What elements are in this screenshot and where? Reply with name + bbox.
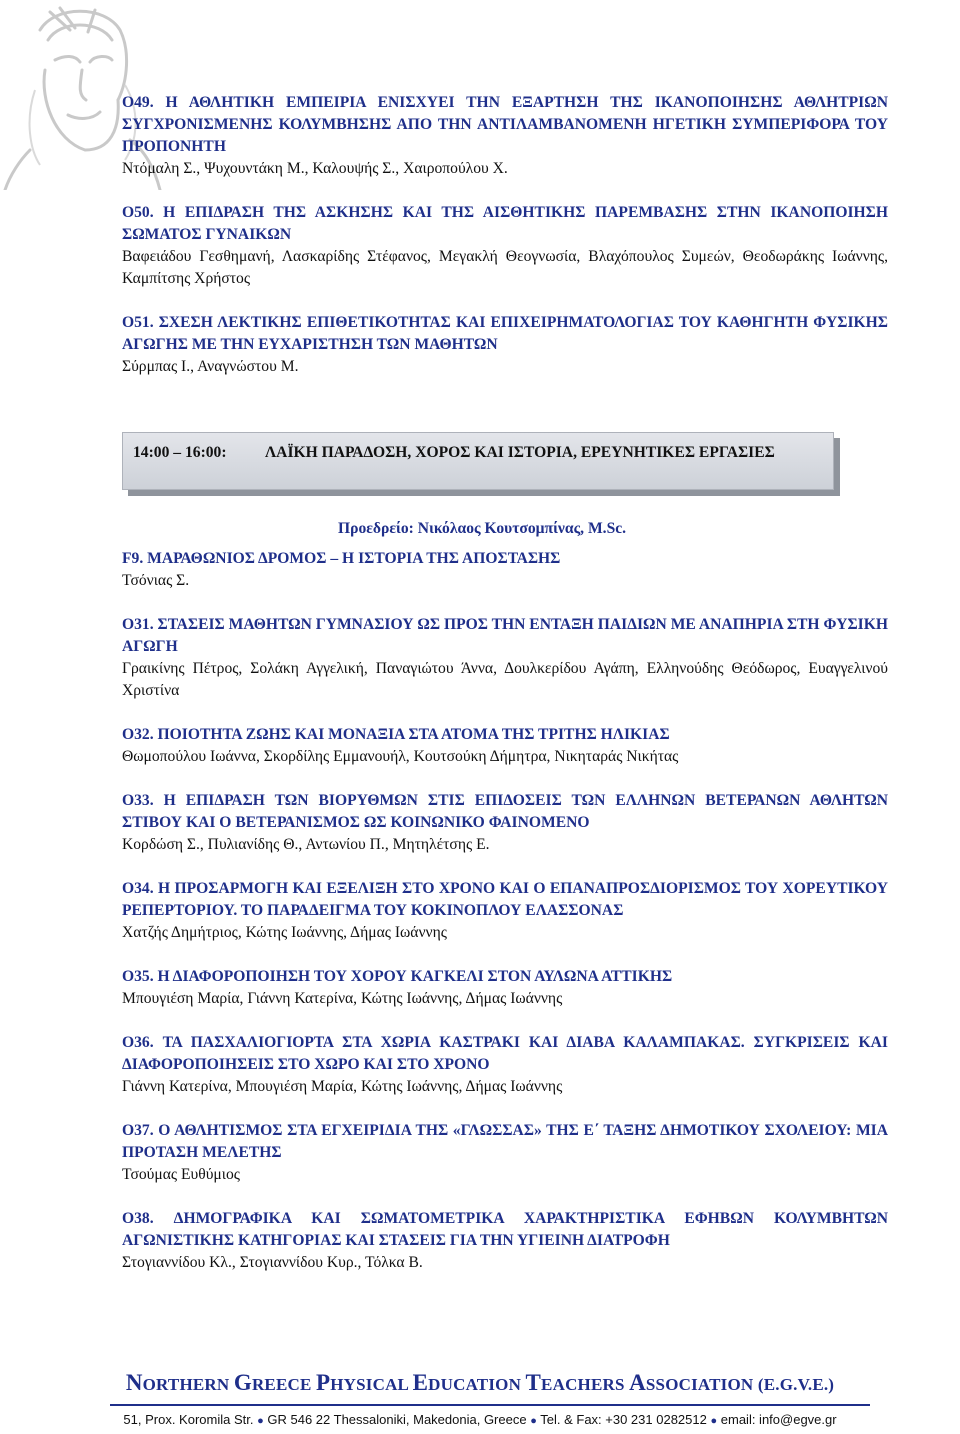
abstract-title: O50. Η ΕΠΙΔΡΑΣΗ ΤΗΣ ΑΣΚΗΣΗΣ ΚΑΙ ΤΗΣ ΑΙΣΘΗΤΙΚΗΣ ΠΑΡΕΜΒΑΣΗΣ ΣΤΗΝ ΙΚΑΝΟΠΟΙΗΣΗ ΣΩΜΑΤΟΣ ΓΥΝΑΙΚΩΝ — [122, 204, 888, 243]
footer-divider — [110, 1404, 870, 1406]
org-initial: T — [525, 1370, 542, 1395]
footer-email[interactable]: email: info@egve.gr — [720, 1412, 837, 1427]
abstract-title: O35. Η ΔΙΑΦΟΡΟΠΟΙΗΣΗ ΤΟΥ ΧΟΡΟΥ ΚΑΓΚΕΛΙ ΣΤΟΝ ΑΥΛΩΝΑ ΑΤΤΙΚΗΣ — [122, 968, 673, 985]
abstract-entry — [122, 724, 888, 768]
footer-phone: Tel. & Fax: +30 231 0282512 — [540, 1412, 707, 1427]
org-initial: N — [125, 1370, 143, 1395]
abstract-authors: Χατζής Δημήτριος, Κώτης Ιωάννης, Δήμας Ιωάννης — [122, 924, 447, 941]
abstract-authors: Τσούμας Ευθύμιος — [122, 1166, 240, 1183]
org-initial: E — [412, 1370, 429, 1395]
org-word-rest: EACHERS — [541, 1375, 630, 1394]
abstract-entry — [122, 548, 888, 592]
org-word-rest: DUCATION — [428, 1375, 526, 1394]
bullet-dot-icon: ● — [530, 1415, 537, 1427]
abstract-entry — [122, 966, 888, 1010]
org-initial: G — [233, 1370, 252, 1395]
session-name: ΛΑΪΚΗ ΠΑΡΑΔΟΣΗ, ΧΟΡΟΣ ΚΑΙ ΙΣΤΟΡΙΑ, ΕΡΕΥΝΗΤΙΚΕΣ ΕΡΓΑΣΙΕΣ — [265, 444, 775, 461]
session-header-box — [122, 432, 834, 490]
footer-postal: GR 546 22 Thessaloniki, Makedonia, Greece — [267, 1412, 527, 1427]
footer-organization-name — [0, 1370, 960, 1396]
abstract-title: O34. Η ΠΡΟΣΑΡΜΟΓΗ ΚΑΙ ΕΞΕΛΙΞΗ ΣΤΟ ΧΡΟΝΟ ΚΑΙ Ο ΕΠΑΝΑΠΡΟΣΔΙΟΡΙΣΜΟΣ ΤΟΥ ΧΟΡΕΥΤΙΚΟΥ ΡΕΠΕΡΤΟΡΙΟΥ. ΤΟ ΠΑΡΑΔΕΙΓΜΑ ΤΟΥ ΚΟΚΙΝΟΠΛΟΥ ΕΛΑΣΣΟΝΑΣ — [122, 880, 888, 919]
abstract-entry — [122, 878, 888, 944]
bullet-dot-icon: ● — [257, 1415, 264, 1427]
abstract-authors: Θωμοπούλου Ιωάννα, Σκορδίλης Εμμανουήλ, Κουτσούκη Δήμητρα, Νικηταράς Νικήτας — [122, 748, 679, 765]
org-word-rest: ORTHERN — [142, 1375, 234, 1394]
abstract-title: O32. ΠΟΙΟΤΗΤΑ ΖΩΗΣ ΚΑΙ ΜΟΝΑΞΙΑ ΣΤΑ ΑΤΟΜΑ ΤΗΣ ΤΡΙΤΗΣ ΗΛΙΚΙΑΣ — [122, 726, 670, 743]
org-initial: P — [315, 1370, 331, 1395]
abstract-title: O33. Η ΕΠΙΔΡΑΣΗ ΤΩΝ ΒΙΟΡΥΘΜΩΝ ΣΤΙΣ ΕΠΙΔΟΣΕΙΣ ΤΩΝ ΕΛΛΗΝΩΝ ΒΕΤΕΡΑΝΩΝ ΑΘΛΗΤΩΝ ΣΤΙΒΟΥ ΚΑΙ Ο ΒΕΤΕΡΑΝΙΣΜΟΣ ΩΣ ΚΟΙΝΩΝΙΚΟ ΦΑΙΝΟΜΕΝΟ — [122, 792, 888, 831]
abstract-entry — [122, 1208, 888, 1274]
org-abbreviation: (E.G.V.E.) — [757, 1375, 835, 1394]
abstract-authors: Ντόμαλη Σ., Ψυχουντάκη Μ., Καλουψής Σ., Χαιροπούλου Χ. — [122, 160, 508, 177]
abstract-authors: Γιάννη Κατερίνα, Μπουγιέση Μαρία, Κώτης Ιωάννης, Δήμας Ιωάννης — [122, 1078, 563, 1095]
abstract-authors: Τσόνιας Σ. — [122, 572, 190, 589]
abstract-authors: Σύρμπας Ι., Αναγνώστου Μ. — [122, 358, 299, 375]
bullet-dot-icon: ● — [710, 1415, 718, 1427]
abstract-entry — [122, 790, 888, 856]
abstract-authors: Μπουγιέση Μαρία, Γιάννη Κατερίνα, Κώτης Ιωάννης, Δήμας Ιωάννης — [122, 990, 563, 1007]
session-time: 14:00 – 16:00: — [133, 444, 227, 461]
abstract-entry — [122, 1032, 888, 1098]
abstract-title: O31. ΣΤΑΣΕΙΣ ΜΑΘΗΤΩΝ ΓΥΜΝΑΣΙΟΥ ΩΣ ΠΡΟΣ ΤΗΝ ΕΝΤΑΞΗ ΠΑΙΔΙΩΝ ΜΕ ΑΝΑΠΗΡΙΑ ΣΤΗ ΦΥΣΙΚΗ ΑΓΩΓΗ — [122, 616, 888, 655]
abstract-entry — [122, 614, 888, 702]
footer-address: 51, Prox. Koromila Str. — [123, 1412, 254, 1427]
abstract-title: O36. ΤΑ ΠΑΣΧΑΛΙΟΓΙΟΡΤΑ ΣΤΑ ΧΩΡΙΑ ΚΑΣΤΡΑΚΙ ΚΑΙ ΔΙΑΒΑ ΚΑΛΑΜΠΑΚΑΣ. ΣΥΓΚΡΙΣΕΙΣ ΚΑΙ ΔΙΑΦΟΡΟΠΟΙΗΣΕΙΣ ΣΤΟ ΧΩΡΟ ΚΑΙ ΣΤΟ ΧΡΟΝΟ — [122, 1034, 888, 1073]
abstract-title: O38. ΔΗΜΟΓΡΑΦΙΚΑ ΚΑΙ ΣΩΜΑΤΟΜΕΤΡΙΚΑ ΧΑΡΑΚΤΗΡΙΣΤΙΚΑ ΕΦΗΒΩΝ ΚΟΛΥΜΒΗΤΩΝ ΑΓΩΝΙΣΤΙΚΗΣ ΚΑΤΗΓΟΡΙΑΣ ΚΑΙ ΣΤΑΣΕΙΣ ΓΙΑ ΤΗΝ ΥΓΙΕΙΝΗ ΔΙΑΤΡΟΦΗ — [122, 1210, 888, 1249]
abstract-title: F9. ΜΑΡΑΘΩΝΙΟΣ ΔΡΟΜΟΣ – Η ΙΣΤΟΡΙΑ ΤΗΣ ΑΠΟΣΤΑΣΗΣ — [122, 550, 561, 567]
org-word-rest: HYSICAL — [330, 1375, 413, 1394]
org-initial: A — [629, 1370, 646, 1395]
abstract-entry — [122, 202, 888, 290]
footer-contact — [0, 1412, 960, 1427]
abstract-authors: Γραικίνης Πέτρος, Σολάκη Αγγελική, Παναγιώτου Άννα, Δουλκερίδου Αγάπη, Ελληνούδης Θεόδωρος, Ευαγγελινού Χριστίνα — [122, 660, 888, 699]
abstract-authors: Βαφειάδου Γεσθημανή, Λασκαρίδης Στέφανος, Μεγακλή Θεογνωσία, Βλαχόπουλος Συμεών, Θεοδωράκης Ιωάννης, Καμπίτσης Χρήστος — [122, 248, 888, 287]
abstract-title: O49. Η ΑΘΛΗΤΙΚΗ ΕΜΠΕΙΡΙΑ ΕΝΙΣΧΥΕΙ ΤΗΝ ΕΞΑΡΤΗΣΗ ΤΗΣ ΙΚΑΝΟΠΟΙΗΣΗΣ ΑΘΛΗΤΡΙΩΝ ΣΥΓΧΡΟΝΙΣΜΕΝΗΣ ΚΟΛΥΜΒΗΣΗΣ ΑΠΟ ΤΗΝ ΑΝΤΙΛΑΜΒΑΝΟΜΕΝΗ ΗΓΕΤΙΚΗ ΣΥΜΠΕΡΙΦΟΡΑ ΤΟΥ ΠΡΟΠΟΝΗΤΗ — [122, 94, 888, 155]
abstract-authors: Στογιαννίδου Κλ., Στογιαννίδου Κυρ., Τόλκα Β. — [122, 1254, 423, 1271]
abstract-entry — [122, 1120, 888, 1186]
org-word-rest: REECE — [251, 1375, 316, 1394]
abstract-entry — [122, 312, 888, 378]
program-content — [122, 92, 888, 1274]
abstract-title: O37. Ο ΑΘΛΗΤΙΣΜΟΣ ΣΤΑ ΕΓΧΕΙΡΙΔΙΑ ΤΗΣ «ΓΛΩΣΣΑΣ» ΤΗΣ Ε΄ ΤΑΞΗΣ ΔΗΜΟΤΙΚΟΥ ΣΧΟΛΕΙΟΥ: ΜΙΑ ΠΡΟΤΑΣΗ ΜΕΛΕΤΗΣ — [122, 1122, 888, 1161]
org-word-rest: SSOCIATION — [645, 1375, 758, 1394]
abstract-title: O51. ΣΧΕΣΗ ΛΕΚΤΙΚΗΣ ΕΠΙΘΕΤΙΚΟΤΗΤΑΣ ΚΑΙ ΕΠΙΧΕΙΡΗΜΑΤΟΛΟΓΙΑΣ ΤΟΥ ΚΑΘΗΓΗΤΗ ΦΥΣΙΚΗΣ ΑΓΩΓΗΣ ΜΕ ΤΗΝ ΕΥΧΑΡΙΣΤΗΣΗ ΤΩΝ ΜΑΘΗΤΩΝ — [122, 314, 888, 353]
abstract-authors: Κορδώση Σ., Πυλιανίδης Θ., Αντωνίου Π., Μητηλέτσης Ε. — [122, 836, 490, 853]
session-chair: Προεδρείο: Νικόλαος Κουτσομπίνας, M.Sc. — [338, 520, 627, 537]
abstract-entry — [122, 92, 888, 180]
